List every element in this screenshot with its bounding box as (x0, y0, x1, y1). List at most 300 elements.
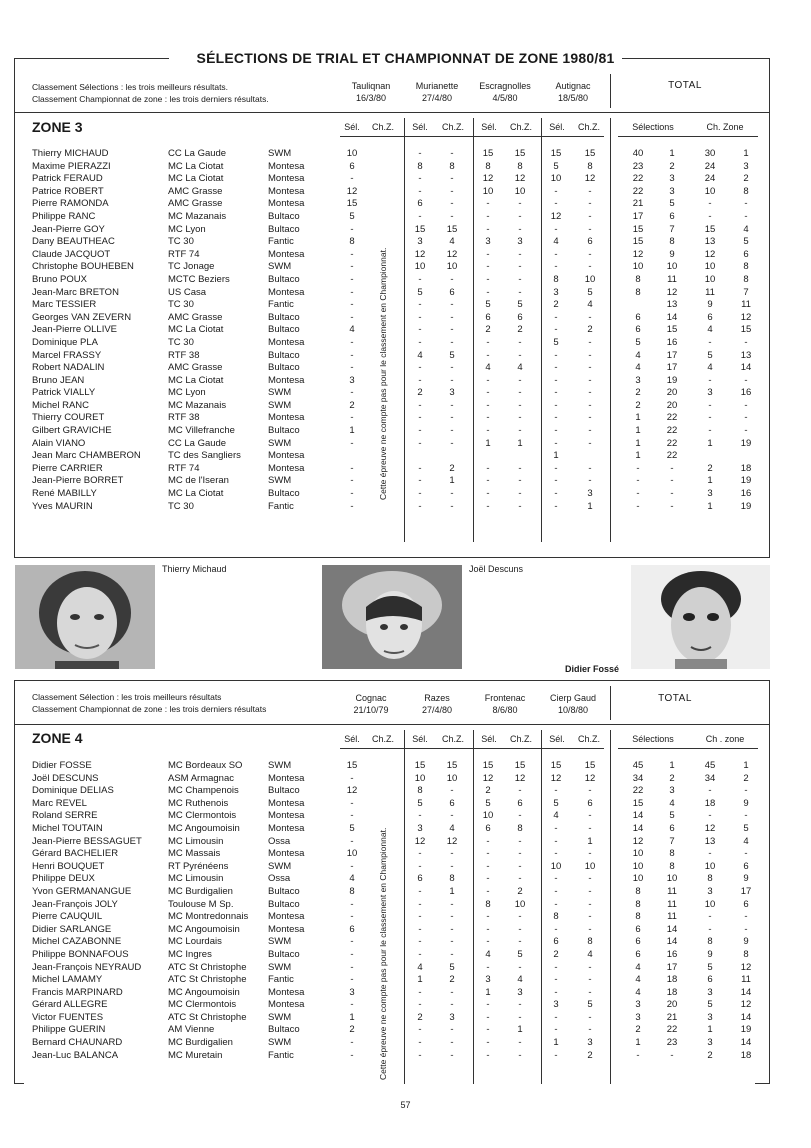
score-cell: - (350, 936, 354, 948)
rider-name: Jean-Pierre BESSAGUET (32, 835, 142, 847)
score-cell: - (744, 425, 748, 437)
score-cell: 2 (349, 399, 355, 411)
score-cell: - (518, 1037, 522, 1049)
score-cell: 1 (635, 437, 641, 449)
score-cell: - (554, 885, 558, 897)
score-cell: 17 (666, 362, 678, 374)
rider-motorcycle: SWM (268, 936, 292, 948)
score-cell: - (588, 885, 592, 897)
score-cell: 10 (704, 898, 716, 910)
score-cell: 6 (743, 248, 749, 260)
score-cell: 19 (740, 475, 752, 487)
score-cell: - (636, 1049, 640, 1061)
rider-motorcycle: Montesa (268, 999, 305, 1011)
score-cell: - (450, 311, 454, 323)
score-cell: 6 (517, 797, 523, 809)
score-cell: 6 (707, 311, 713, 323)
rider-name: Dominique DELIAS (32, 785, 114, 797)
rider-club: Toulouse M Sp. (168, 898, 234, 910)
score-cell: - (744, 848, 748, 860)
rider-motorcycle: Montesa (268, 923, 305, 935)
score-cell: 6 (635, 324, 641, 336)
score-cell: - (554, 185, 558, 197)
col-sel: Sél. (481, 734, 497, 744)
score-cell: - (518, 873, 522, 885)
rider-motorcycle: SWM (268, 475, 292, 487)
score-cell: 15 (550, 148, 562, 159)
score-cell: 3 (449, 1011, 455, 1023)
rider-motorcycle: Bultaco (268, 425, 300, 437)
score-cell: - (588, 198, 592, 210)
divider (610, 74, 611, 108)
score-cell: - (670, 488, 674, 500)
rider-club: AMC Grasse (168, 311, 223, 323)
score-cell: 1 (485, 437, 491, 449)
rider-club: RTF 38 (168, 412, 200, 424)
rider-motorcycle: Fantic (268, 1049, 294, 1061)
score-cell: - (588, 399, 592, 411)
score-cell: - (418, 1024, 422, 1036)
score-cell: 18 (666, 986, 678, 998)
col-chz: Ch.Z. (577, 122, 600, 132)
score-cell: - (350, 362, 354, 374)
score-cell: - (450, 936, 454, 948)
rider-motorcycle: Bultaco (268, 311, 300, 323)
rider-club: TC Jonage (168, 261, 215, 273)
score-cell: 30 (704, 148, 716, 159)
score-cell: 40 (632, 148, 644, 159)
score-cell: 14 (632, 822, 644, 834)
score-cell: - (418, 425, 422, 437)
score-cell: 4 (517, 974, 523, 986)
score-cell: 5 (743, 236, 749, 248)
divider (755, 1083, 770, 1084)
rider-motorcycle: Montesa (268, 412, 305, 424)
rider-club: MC de l'Iseran (168, 475, 229, 487)
score-cell: - (486, 399, 490, 411)
score-cell: 8 (553, 273, 559, 285)
score-cell: 12 (632, 248, 644, 260)
divider (473, 118, 474, 542)
col-sel: Sél. (344, 734, 360, 744)
score-cell: - (554, 324, 558, 336)
score-cell: - (554, 1024, 558, 1036)
score-cell: 15 (740, 324, 752, 336)
score-cell: - (518, 374, 522, 386)
score-cell: 34 (632, 772, 644, 784)
rider-name: Patrice ROBERT (32, 185, 104, 197)
rider-name: Gérard ALLEGRE (32, 999, 108, 1011)
rider-name: Bruno JEAN (32, 374, 85, 386)
score-cell: - (350, 261, 354, 273)
score-cell: 15 (584, 760, 596, 771)
score-cell: 4 (635, 986, 641, 998)
rider-club: MCTC Beziers (168, 273, 230, 285)
score-cell: - (554, 848, 558, 860)
rider-club: MC Limousin (168, 835, 224, 847)
score-cell: 4 (449, 236, 455, 248)
score-cell: 6 (707, 974, 713, 986)
score-cell: 14 (740, 986, 752, 998)
zone4-total-heading: TOTAL (658, 693, 692, 704)
score-cell: 5 (587, 999, 593, 1011)
rider-motorcycle: SWM (268, 261, 292, 273)
rider-name: Joël DESCUNS (32, 772, 99, 784)
score-cell: - (588, 848, 592, 860)
score-cell: 10 (632, 860, 644, 872)
score-cell: - (486, 999, 490, 1011)
score-cell: - (554, 248, 558, 260)
rider-club: RTF 38 (168, 349, 200, 361)
score-cell: 12 (740, 999, 752, 1011)
score-cell: 3 (669, 185, 675, 197)
score-cell: - (554, 488, 558, 500)
score-cell: 8 (669, 848, 675, 860)
rider-club: MC Limousin (168, 873, 224, 885)
score-cell: - (708, 810, 712, 822)
score-cell: 3 (417, 236, 423, 248)
score-cell: - (554, 311, 558, 323)
score-cell: - (486, 374, 490, 386)
score-cell: - (554, 873, 558, 885)
score-cell: - (486, 885, 490, 897)
score-cell: 12 (740, 961, 752, 973)
rider-name: Roland SERRE (32, 810, 98, 822)
score-cell: 10 (704, 261, 716, 273)
zone3-event-4 (533, 80, 613, 104)
score-cell: 6 (635, 948, 641, 960)
score-cell: - (588, 475, 592, 487)
rider-name: Georges VAN ZEVERN (32, 311, 132, 323)
rider-motorcycle: Bultaco (268, 488, 300, 500)
score-cell: 3 (635, 1011, 641, 1023)
score-cell: 1 (553, 450, 559, 462)
score-cell: - (350, 961, 354, 973)
score-cell: 4 (743, 835, 749, 847)
rider-club: MC Lourdais (168, 936, 222, 948)
score-cell: - (518, 273, 522, 285)
rider-motorcycle: Bultaco (268, 948, 300, 960)
score-cell: - (450, 810, 454, 822)
zone4-event-4 (533, 692, 613, 716)
score-cell: - (450, 785, 454, 797)
score-cell: - (450, 210, 454, 222)
rider-motorcycle: SWM (268, 437, 292, 449)
score-cell: - (418, 1037, 422, 1049)
rider-club: MC Angoumoisin (168, 822, 240, 834)
score-cell: - (450, 1024, 454, 1036)
score-cell: 9 (707, 948, 713, 960)
col-sel: Sél. (549, 122, 565, 132)
score-cell: 11 (667, 885, 677, 897)
score-cell: - (350, 387, 354, 399)
score-cell: 1 (707, 475, 713, 487)
rider-motorcycle: SWM (268, 399, 292, 411)
score-cell: 1 (707, 1024, 713, 1036)
rider-club: ATC St Christophe (168, 961, 247, 973)
score-cell: 14 (740, 362, 752, 374)
score-cell: - (588, 462, 592, 474)
score-cell: 22 (632, 185, 644, 197)
score-cell: 4 (707, 324, 713, 336)
score-cell: 15 (632, 236, 644, 248)
score-cell: 8 (417, 160, 423, 172)
score-cell: 20 (666, 387, 678, 399)
score-cell: - (588, 311, 592, 323)
score-cell: - (350, 1049, 354, 1061)
score-cell: 11 (667, 911, 677, 923)
rider-club: MC Mazanais (168, 399, 227, 411)
rider-club: MC Massais (168, 848, 221, 860)
score-cell: - (450, 299, 454, 311)
score-cell: 14 (632, 810, 644, 822)
col-sel: Sél. (344, 122, 360, 132)
score-cell: 19 (740, 500, 752, 512)
score-cell: - (418, 923, 422, 935)
score-cell: 11 (705, 286, 715, 298)
score-cell: 10 (446, 772, 458, 784)
score-cell: - (554, 785, 558, 797)
col-chzone: Ch. Zone (706, 122, 744, 132)
score-cell: 12 (346, 785, 358, 797)
score-cell: 3 (485, 236, 491, 248)
rider-name: Gérard BACHELIER (32, 848, 119, 860)
rider-club: AMC Grasse (168, 185, 223, 197)
score-cell: 15 (550, 760, 562, 771)
rider-name: Patrick FERAUD (32, 173, 103, 185)
score-cell: - (744, 785, 748, 797)
score-cell: - (554, 425, 558, 437)
score-cell: - (554, 898, 558, 910)
zone4-criteria-championship: Classement Championnat de zone : les trois derniers résultats (32, 703, 267, 714)
score-cell: 24 (704, 160, 716, 172)
score-cell: 2 (635, 387, 641, 399)
score-cell: 8 (669, 236, 675, 248)
rider-motorcycle: SWM (268, 860, 292, 872)
score-cell: 10 (414, 261, 426, 273)
score-cell: 15 (446, 760, 458, 771)
score-cell: - (350, 412, 354, 424)
score-cell: - (450, 860, 454, 872)
rider-name: Thierry MICHAUD (32, 148, 109, 159)
zone3-excluded-note: Cette épreuve ne compte pas pour le classement en Championnat. (378, 247, 388, 500)
rider-club: MC La Ciotat (168, 173, 224, 185)
score-cell: 12 (514, 173, 526, 185)
score-cell: - (350, 349, 354, 361)
rider-name: Philippe RANC (32, 210, 96, 222)
rider-motorcycle: SWM (268, 760, 292, 771)
score-cell: 6 (449, 286, 455, 298)
score-cell: - (418, 462, 422, 474)
col-sel: Sél. (412, 734, 428, 744)
score-cell: 17 (740, 885, 752, 897)
score-cell: 8 (707, 873, 713, 885)
score-cell: - (518, 810, 522, 822)
score-cell: 3 (635, 374, 641, 386)
score-cell: - (554, 835, 558, 847)
score-cell: 5 (349, 822, 355, 834)
divider (618, 748, 758, 749)
score-cell: - (418, 311, 422, 323)
caption-joel-descuns: Joël Descuns (469, 564, 524, 574)
score-cell: 5 (449, 349, 455, 361)
score-cell: 6 (349, 923, 355, 935)
score-cell: - (518, 462, 522, 474)
score-cell: - (486, 488, 490, 500)
rider-motorcycle: Fantic (268, 236, 294, 248)
score-cell: - (518, 785, 522, 797)
score-cell: 15 (584, 148, 596, 159)
score-cell: 8 (635, 898, 641, 910)
score-cell: - (744, 198, 748, 210)
score-cell: 2 (517, 324, 523, 336)
score-cell: 1 (669, 148, 675, 159)
score-cell: - (350, 286, 354, 298)
score-cell: 6 (449, 797, 455, 809)
score-cell: - (588, 911, 592, 923)
score-cell: 10 (446, 261, 458, 273)
score-cell: 3 (587, 488, 593, 500)
rider-name: Patrick VIALLY (32, 387, 96, 399)
rider-motorcycle: Fantic (268, 299, 294, 311)
score-cell: 5 (517, 299, 523, 311)
score-cell: - (450, 948, 454, 960)
score-cell: - (418, 999, 422, 1011)
score-cell: 8 (553, 911, 559, 923)
rider-name: Jean-Marc BRETON (32, 286, 119, 298)
score-cell: - (418, 362, 422, 374)
rider-name: Bruno POUX (32, 273, 87, 285)
rider-club: MC Burdigalien (168, 1037, 233, 1049)
score-cell: 6 (485, 822, 491, 834)
score-cell: 3 (587, 1037, 593, 1049)
score-cell: - (450, 488, 454, 500)
score-cell: 4 (349, 873, 355, 885)
score-cell: 2 (635, 399, 641, 411)
score-cell: 8 (417, 785, 423, 797)
zone3-criteria (32, 82, 269, 105)
score-cell: 5 (349, 210, 355, 222)
score-cell: 23 (632, 160, 644, 172)
score-cell: 6 (587, 797, 593, 809)
rider-name: René MABILLY (32, 488, 97, 500)
score-cell: 10 (346, 148, 358, 159)
event-name: Tauliqnan (351, 81, 391, 91)
rider-club: TC 30 (168, 336, 194, 348)
score-cell: - (518, 223, 522, 235)
score-cell: - (518, 835, 522, 847)
score-cell: 5 (553, 336, 559, 348)
rider-motorcycle: SWM (268, 961, 292, 973)
score-cell: - (350, 273, 354, 285)
rider-club: MC Burdigalien (168, 885, 233, 897)
rider-name: Jean-Luc BALANCA (32, 1049, 119, 1061)
score-cell: 6 (349, 160, 355, 172)
rider-motorcycle: Montesa (268, 772, 305, 784)
col-sel: Sél. (412, 122, 428, 132)
score-cell: - (708, 923, 712, 935)
score-cell: 1 (635, 1037, 641, 1049)
score-cell: - (588, 387, 592, 399)
score-cell: 8 (743, 261, 749, 273)
score-cell: - (518, 1049, 522, 1061)
rider-motorcycle: Montesa (268, 986, 305, 998)
rider-club: MC La Ciotat (168, 374, 224, 386)
rider-club: MC La Ciotat (168, 488, 224, 500)
score-cell: - (350, 462, 354, 474)
zone3-frame (14, 58, 770, 558)
score-cell: - (518, 412, 522, 424)
score-cell: - (418, 336, 422, 348)
divider (610, 730, 611, 1084)
score-cell: 18 (740, 1049, 752, 1061)
page-title: SÉLECTIONS DE TRIAL ET CHAMPIONNAT DE ZONE 1980/81 (196, 50, 615, 66)
score-cell: 8 (635, 885, 641, 897)
col-chz: Ch.Z. (371, 734, 394, 744)
score-cell: - (450, 336, 454, 348)
score-cell: - (450, 848, 454, 860)
score-cell: 15 (346, 198, 358, 210)
score-cell: 4 (417, 349, 423, 361)
score-cell: - (486, 462, 490, 474)
score-cell: - (486, 911, 490, 923)
score-cell: - (418, 324, 422, 336)
score-cell: 3 (349, 986, 355, 998)
score-cell: 4 (449, 822, 455, 834)
score-cell: - (708, 848, 712, 860)
score-cell: - (588, 210, 592, 222)
score-cell: 2 (743, 772, 749, 784)
score-cell: 11 (667, 898, 677, 910)
photo-didier-fosse (631, 565, 770, 669)
rider-club: MC Angoumoisin (168, 986, 240, 998)
score-cell: 3 (553, 286, 559, 298)
rider-motorcycle: Montesa (268, 173, 305, 185)
rider-motorcycle: SWM (268, 1011, 292, 1023)
score-cell: 12 (446, 248, 458, 260)
score-cell: 22 (666, 425, 678, 437)
score-cell: - (486, 425, 490, 437)
score-cell: - (350, 475, 354, 487)
divider (610, 686, 611, 720)
score-cell: - (450, 1049, 454, 1061)
score-cell: - (708, 911, 712, 923)
score-cell: 8 (485, 160, 491, 172)
score-cell: - (708, 785, 712, 797)
score-cell: 6 (635, 311, 641, 323)
score-cell: 12 (704, 822, 716, 834)
score-cell: - (350, 248, 354, 260)
score-cell: 2 (417, 387, 423, 399)
score-cell: 2 (587, 1049, 593, 1061)
score-cell: - (486, 835, 490, 847)
score-cell: - (350, 437, 354, 449)
score-cell: - (518, 261, 522, 273)
divider (14, 112, 770, 113)
score-cell: - (450, 324, 454, 336)
divider (340, 136, 604, 137)
score-cell: 21 (632, 198, 644, 210)
rider-club: TC 30 (168, 236, 194, 248)
score-cell: 15 (666, 324, 678, 336)
score-cell: - (486, 1037, 490, 1049)
score-cell: 4 (485, 948, 491, 960)
rider-club: MC Ruthenois (168, 797, 229, 809)
rider-motorcycle: Bultaco (268, 349, 300, 361)
score-cell: - (708, 198, 712, 210)
score-cell: - (518, 198, 522, 210)
score-cell: 12 (346, 185, 358, 197)
